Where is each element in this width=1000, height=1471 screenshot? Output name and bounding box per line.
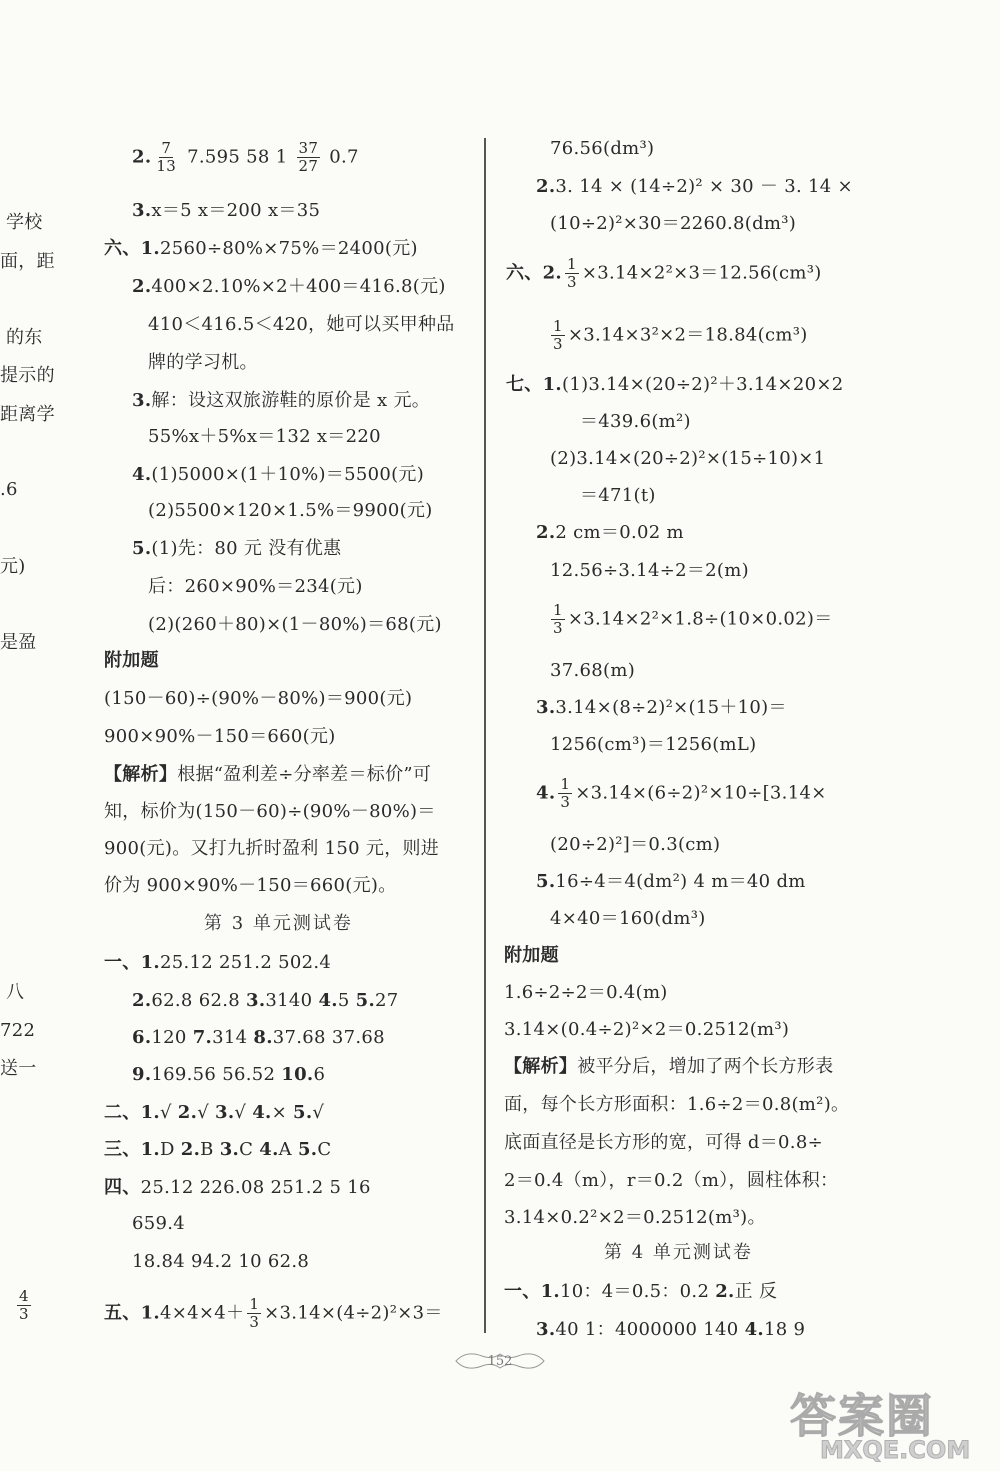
answer-line: ＝471(t) xyxy=(580,485,656,506)
explanation-line: 价为 900×90%－150＝660(元)。 xyxy=(104,875,397,896)
answer-line: 9.169.56 56.52 10.6 xyxy=(132,1064,326,1085)
answer-line: 5.(1)先：80 元 没有优惠 xyxy=(132,538,342,559)
answer-line: (2)(260＋80)×(1－80%)＝68(元) xyxy=(148,614,442,635)
edge-fragment: 元) xyxy=(0,556,26,577)
answer-line: 七、1.(1)3.14×(20÷2)²＋3.14×20×2 xyxy=(506,374,844,395)
answer-line: (10÷2)²×30＝2260.8(dm³) xyxy=(550,213,797,234)
answer-line: 37.68(m) xyxy=(550,660,636,681)
answer-line: 一、1.10：4＝0.5：0.2 2.正 反 xyxy=(504,1281,778,1302)
unit-test-title: 第 4 单元测试卷 xyxy=(604,1242,753,1263)
answer-line: 3.x＝5 x＝200 x＝35 xyxy=(132,200,321,221)
edge-fragment-fraction: $\frac{4}{3}$ xyxy=(19,1287,29,1323)
answer-line: 6.120 7.314 8.37.68 37.68 xyxy=(132,1027,385,1048)
answer-line: ＝439.6(m²) xyxy=(580,411,691,432)
answer-line: 410＜416.5＜420，她可以买甲种品 xyxy=(148,314,455,335)
fraction: $\frac{1}{3}$ xyxy=(553,317,563,353)
answer-line: 3.3.14×(8÷2)²×(15＋10)＝ xyxy=(536,697,787,718)
answer-line: 2.2 cm＝0.02 m xyxy=(536,522,684,543)
answer-line: (20÷2)²]＝0.3(cm) xyxy=(550,834,721,855)
explanation-line: 【解析】被平分后，增加了两个长方形表 xyxy=(504,1056,834,1077)
answer-line: 后：260×90%＝234(元) xyxy=(148,576,363,597)
answer-line: 1.6÷2÷2＝0.4(m) xyxy=(504,982,668,1003)
edge-fragment: 学校 xyxy=(6,212,43,233)
answer-line: 5.16÷4＝4(dm²) 4 m＝40 dm xyxy=(536,871,806,892)
answer-line: 2.400×2.10%×2＋400＝416.8(元) xyxy=(132,276,446,297)
watermark-url: MXQE.COM xyxy=(820,1436,971,1464)
explanation-line: 900(元)。又打九折时盈利 150 元，则进 xyxy=(104,838,440,859)
fraction: $\frac{37}{27}$ xyxy=(298,139,319,175)
edge-fragment: 送一 xyxy=(0,1058,37,1079)
answer-line: 4×40＝160(dm³) xyxy=(550,908,706,929)
fraction: $\frac{7}{13}$ xyxy=(156,139,177,175)
explanation-line: 知，标价为(150－60)÷(90%－80%)＝ xyxy=(104,801,436,822)
watermark-text: 答案圈 xyxy=(790,1389,934,1443)
answer-line: 2.62.8 62.8 3.3140 4.5 5.27 xyxy=(132,990,399,1011)
section-heading: 附加题 xyxy=(104,650,159,671)
answer-line: 18.84 94.2 10 62.8 xyxy=(132,1251,310,1272)
fraction: $\frac{1}{3}$ xyxy=(567,255,577,291)
edge-fragment: 提示的 xyxy=(0,365,55,386)
answer-line: 3.40 1：4000000 140 4.18 9 xyxy=(536,1319,806,1340)
answer-line: $\frac{1}{3}$ ×3.14×2²×1.8÷(10×0.02)＝ xyxy=(553,601,833,637)
answer-line: 76.56(dm³) xyxy=(550,138,655,159)
answer-line: 五、1.4×4×4＋ $\frac{1}{3}$ ×3.14×(4÷2)²×3＝ xyxy=(104,1295,443,1331)
fraction: $\frac{1}{3}$ xyxy=(249,1295,260,1331)
answer-line: 659.4 xyxy=(132,1213,186,1234)
fraction: $\frac{1}{3}$ xyxy=(553,601,563,637)
answer-line: 3.14×(0.4÷2)²×2＝0.2512(m³) xyxy=(504,1019,790,1040)
edge-fragment: 是盈 xyxy=(0,632,37,653)
answer-line: 二、1.√ 2.√ 3.√ 4.× 5.√ xyxy=(104,1102,325,1123)
answer-line: 4.(1)5000×(1＋10%)＝5500(元) xyxy=(132,464,425,485)
answer-line: 三、1.D 2.B 3.C 4.A 5.C xyxy=(104,1139,332,1160)
answer-line: 2. $\frac{7}{13}$ 7.595 58 1 $\frac{37}{27}$ 0.7 xyxy=(132,139,359,175)
watermark-logo xyxy=(790,1380,990,1468)
edge-fragment: 的东 xyxy=(6,327,43,348)
fraction: $\frac{1}{3}$ xyxy=(560,775,571,811)
answer-line: 55%x＋5%x＝132 x＝220 xyxy=(148,426,381,447)
answer-line: 牌的学习机。 xyxy=(148,352,258,373)
answer-line: 4. $\frac{1}{3}$ ×3.14×(6÷2)²×10÷[3.14× xyxy=(536,775,827,811)
page-number: 152 xyxy=(487,1354,513,1369)
answer-line: (150－60)÷(90%－80%)＝900(元) xyxy=(104,688,413,709)
answer-line: (2)5500×120×1.5%＝9900(元) xyxy=(148,500,433,521)
edge-fragment: .6 xyxy=(0,479,18,500)
answer-line: 3.解：设这双旅游鞋的原价是 x 元。 xyxy=(132,390,431,411)
edge-fragment: 722 xyxy=(0,1020,36,1041)
unit-test-title: 第 3 单元测试卷 xyxy=(204,913,353,934)
edge-fragment: 距离学 xyxy=(0,404,55,425)
answer-line: 2.3. 14 × (14÷2)² × 30 － 3. 14 × xyxy=(536,176,853,197)
explanation-line: 【解析】根据“盈利差÷分率差＝标价”可 xyxy=(104,764,432,785)
answer-line: 一、1.25.12 251.2 502.4 xyxy=(104,952,332,973)
section-heading: 附加题 xyxy=(504,945,559,966)
explanation-line: 3.14×0.2²×2＝0.2512(m³)。 xyxy=(504,1207,766,1228)
answer-line: 900×90%－150＝660(元) xyxy=(104,726,336,747)
explanation-line: 2＝0.4（m），r＝0.2（m），圆柱体积： xyxy=(504,1170,839,1191)
explanation-line: 底面直径是长方形的宽，可得 d＝0.8÷ xyxy=(504,1132,823,1153)
answer-line: 六、2. $\frac{1}{3}$ ×3.14×2²×3＝12.56(cm³) xyxy=(506,255,822,291)
edge-fragment: 面，距 xyxy=(0,251,55,272)
answer-line: $\frac{1}{3}$ ×3.14×3²×2＝18.84(cm³) xyxy=(553,317,808,353)
answer-line: 六、1.2560÷80%×75%＝2400(元) xyxy=(104,238,418,259)
answer-line: 四、25.12 226.08 251.2 5 16 xyxy=(104,1177,371,1198)
answer-line: 1256(cm³)＝1256(mL) xyxy=(550,734,757,755)
answer-line: (2)3.14×(20÷2)²×(15÷10)×1 xyxy=(550,448,826,469)
column-divider xyxy=(484,138,486,1333)
answer-line: 12.56÷3.14÷2＝2(m) xyxy=(550,560,749,581)
explanation-line: 面，每个长方形面积：1.6÷2＝0.8(m²)。 xyxy=(504,1094,850,1115)
edge-fragment: 八 xyxy=(6,982,25,1003)
